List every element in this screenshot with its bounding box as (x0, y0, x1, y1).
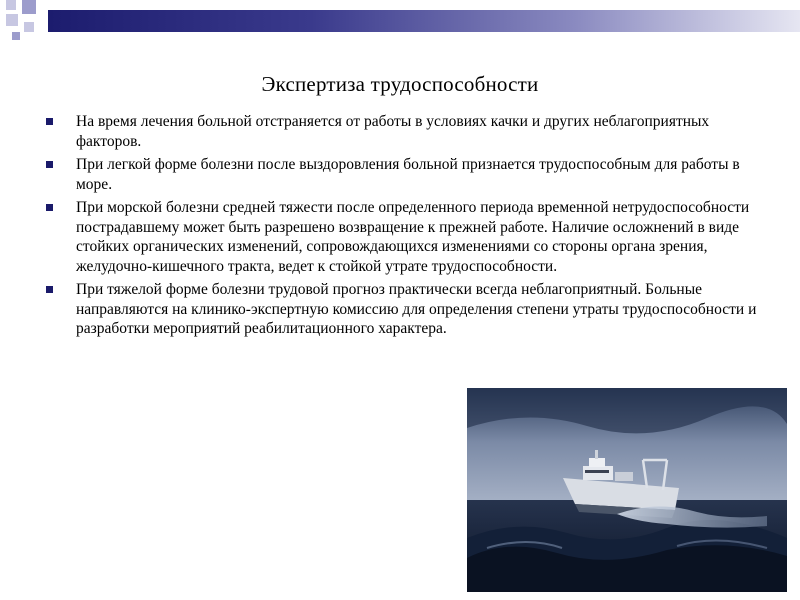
bullet-list (42, 112, 762, 343)
decor-square (22, 0, 36, 14)
ship-at-sea-photo (467, 388, 787, 592)
slide-title: Экспертиза трудоспособности (261, 72, 539, 96)
bullet-item (42, 198, 762, 276)
decor-square (24, 22, 34, 32)
bullet-item (42, 112, 762, 151)
bullet-text: На время лечения больной отстраняется от работы в условиях качки и других неблагоприятных факторов. (76, 113, 710, 150)
ship-photo-illustration (467, 388, 787, 592)
bullet-text: При тяжелой форме болезни трудовой прогноз практически всегда неблагоприятный. Больные направляются на клинико-экспертную комиссию для определения степени утраты трудоспособности и разработки мероприятий реабилитационного характера. (76, 281, 757, 337)
bullet-item (42, 155, 762, 194)
decor-square (6, 0, 16, 10)
square-bullet-icon (46, 161, 53, 168)
header-gradient-bar (48, 10, 800, 32)
square-bullet-icon (46, 118, 53, 125)
square-bullet-icon (46, 204, 53, 211)
square-bullet-icon (46, 286, 53, 293)
bullet-text: При морской болезни средней тяжести после определенного периода временной нетрудоспособности пострадавшему может быть разрешено возвращение к прежней работе. Наличие осложнений в виде стойких органических изменений, сопровождающихся изменениями со стороны органа зрения, желудочно-кишечного тракта, ведет к стойкой утрате трудоспособности. (76, 199, 750, 275)
decor-square (12, 32, 20, 40)
bullet-item (42, 280, 762, 339)
decor-square (6, 14, 18, 26)
bullet-text: При легкой форме болезни после выздоровления больной признается трудоспособным для работы в море. (76, 156, 740, 193)
header-decoration (0, 0, 800, 48)
